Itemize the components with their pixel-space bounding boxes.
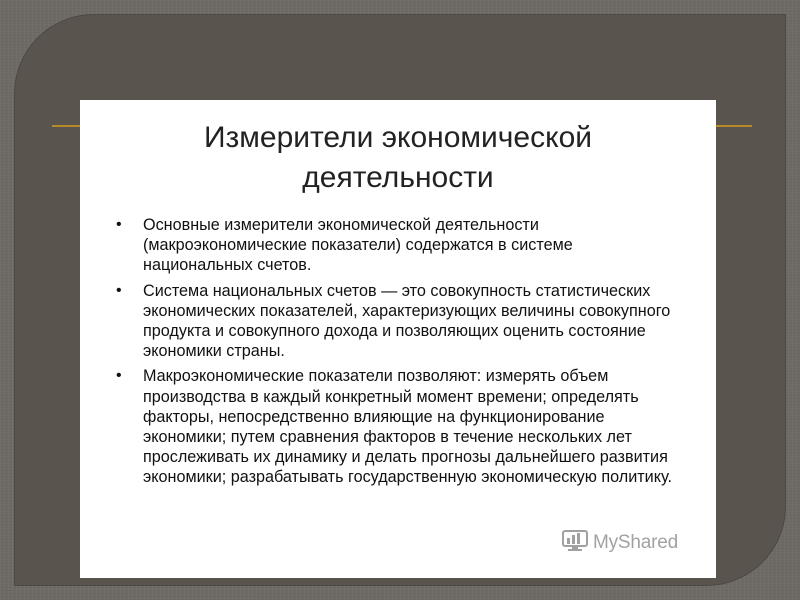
title-line-1: Измерители экономической	[203, 121, 593, 154]
watermark-text: MyShared	[593, 531, 678, 553]
bullet-marker: •	[116, 281, 122, 299]
bullet-list	[116, 215, 681, 493]
bullet-text: Основные измерители экономической деятельности (макроэкономические показатели) содержатся в системе национальных счетов.	[143, 216, 573, 275]
bullet-marker: •	[116, 216, 122, 233]
bullet-text: Макроэкономические показатели позволяют: измерять объем производства в каждый конкретный момент времени; определять факторы, непосредственно влияющие на функционирование экономики; путем сравнения факторов в течение нескольких лет прослеживать их динамику и делать прогнозы дальнейшего развития экономики; разрабатывать государственную экономическую политику.	[143, 367, 672, 487]
content-panel	[80, 100, 716, 578]
myshared-watermark	[562, 528, 678, 557]
bullet-item	[116, 281, 681, 362]
bullet-item	[116, 215, 681, 276]
accent-rule-left	[52, 125, 82, 127]
bullet-marker: •	[116, 367, 122, 385]
bullet-item	[116, 366, 681, 487]
bullet-text: Система национальных счетов — это совокупность статистических экономических показателей, характеризующих величины совокупного продукта и совокупного дохода и позволяющих оценить состояние экономики страны.	[143, 281, 671, 361]
chart-bars-icon	[562, 528, 588, 557]
slide-title	[80, 118, 716, 198]
accent-rule-right	[714, 125, 752, 127]
title-line-2: деятельности	[302, 161, 494, 194]
